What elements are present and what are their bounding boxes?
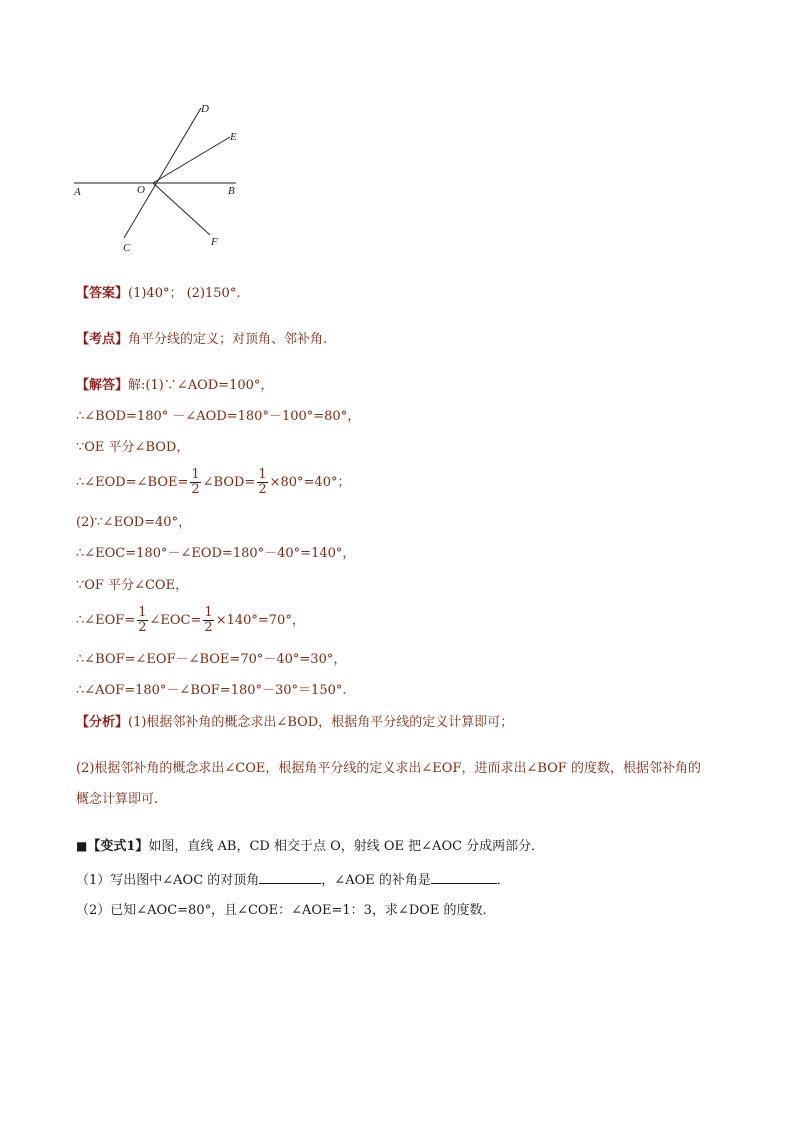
solution-line-3: ∵OE 平分∠BOD， (76, 440, 190, 455)
answer-line (76, 285, 240, 303)
solution-text-4b: ∠BOD= (202, 475, 256, 490)
fraction-denominator: 2 (138, 620, 147, 635)
answer-blank-2[interactable] (431, 871, 497, 884)
fraction-numerator: 1 (258, 467, 267, 482)
solution-line-6: ∴∠EOC=180°－∠EOD=180°－40°=140°， (76, 546, 356, 561)
geometry-figure (60, 95, 260, 260)
solution-text-1: 解:(1)∵∠AOD=100°， (128, 378, 274, 393)
question-1-text-b: ，∠AOE 的补角是 (321, 873, 431, 888)
variant-stem: 如图，直线 AB，CD 相交于点 O，射线 OE 把∠AOC 分成两部分． (148, 839, 545, 854)
solution-text-4a: ∴∠EOD=∠BOE= (76, 475, 189, 490)
answer-text: (1)40°； (2)150°. (128, 286, 241, 301)
kaodian-text: 角平分线的定义；对顶角、邻补角. (128, 332, 328, 347)
analysis-text-1: (1)根据邻补角的概念求出∠BOD，根据角平分线的定义计算即可； (128, 715, 514, 730)
kaodian-line (76, 331, 327, 349)
solution-line-5: (2)∵∠EOD=40°， (76, 515, 192, 530)
ray-oe (153, 137, 230, 183)
fraction-half (257, 468, 267, 497)
variant-question-1 (76, 871, 510, 890)
analysis-line-1 (76, 714, 513, 732)
variant-stem-line (76, 837, 544, 856)
fraction-numerator: 1 (204, 605, 213, 620)
label-f: F (211, 236, 218, 248)
solution-text-8b: ∠EOC= (149, 613, 202, 628)
solution-line-2: ∴∠BOD=180° －∠AOD=180°－100°=80°， (76, 409, 361, 424)
analysis-line-3: 概念计算即可. (76, 792, 159, 807)
angle-diagram (60, 95, 260, 260)
label-o: O (137, 184, 145, 196)
label-b: B (228, 185, 235, 197)
label-a: A (74, 186, 81, 198)
analysis-line-2: (2)根据邻补角的概念求出∠COE，根据角平分线的定义求出∠EOF，进而求出∠BOF 的度数，根据邻补角的 (76, 761, 701, 776)
label-d: D (201, 103, 209, 115)
solution-line-4 (76, 468, 350, 497)
fraction-denominator: 2 (204, 620, 213, 635)
answer-tag: 【答案】 (76, 286, 129, 301)
line-cd (124, 108, 201, 238)
solution-line-1 (76, 377, 273, 395)
fraction-denominator: 2 (258, 482, 267, 497)
solution-tag: 【解答】 (76, 378, 129, 393)
question-1-text-c: ． (496, 873, 510, 888)
fraction-denominator: 2 (191, 482, 200, 497)
solution-text-4c: ×80°=40°； (269, 475, 351, 490)
kaodian-tag: 【考点】 (76, 332, 129, 347)
fraction-numerator: 1 (138, 605, 147, 620)
analysis-tag: 【分析】 (76, 715, 129, 730)
solution-line-7: ∵OF 平分∠COE， (76, 578, 189, 593)
variant-question-2: （2）已知∠AOC=80°，且∠COE：∠AOE=1：3，求∠DOE 的度数． (76, 903, 496, 918)
answer-blank-1[interactable] (259, 871, 321, 884)
fraction-half (190, 468, 200, 497)
solution-line-8 (76, 606, 305, 635)
solution-line-10: ∴∠AOF=180°－∠BOF=180°－30°＝150°. (76, 683, 347, 698)
label-c: C (123, 242, 131, 254)
variant-tag: 【变式1】 (87, 839, 149, 854)
ray-of (153, 183, 210, 235)
fraction-half (203, 606, 213, 635)
solution-line-9: ∴∠BOF=∠EOF－∠BOE=70°－40°=30°， (76, 652, 347, 667)
question-1-text-a: （1）写出图中∠AOC 的对顶角 (76, 873, 260, 888)
fraction-half (137, 606, 147, 635)
solution-text-8a: ∴∠EOF= (76, 613, 136, 628)
fraction-numerator: 1 (191, 467, 200, 482)
label-e: E (230, 131, 237, 143)
solution-text-8c: ×140°=70°， (215, 613, 305, 628)
square-bullet-icon: ■ (76, 839, 88, 853)
